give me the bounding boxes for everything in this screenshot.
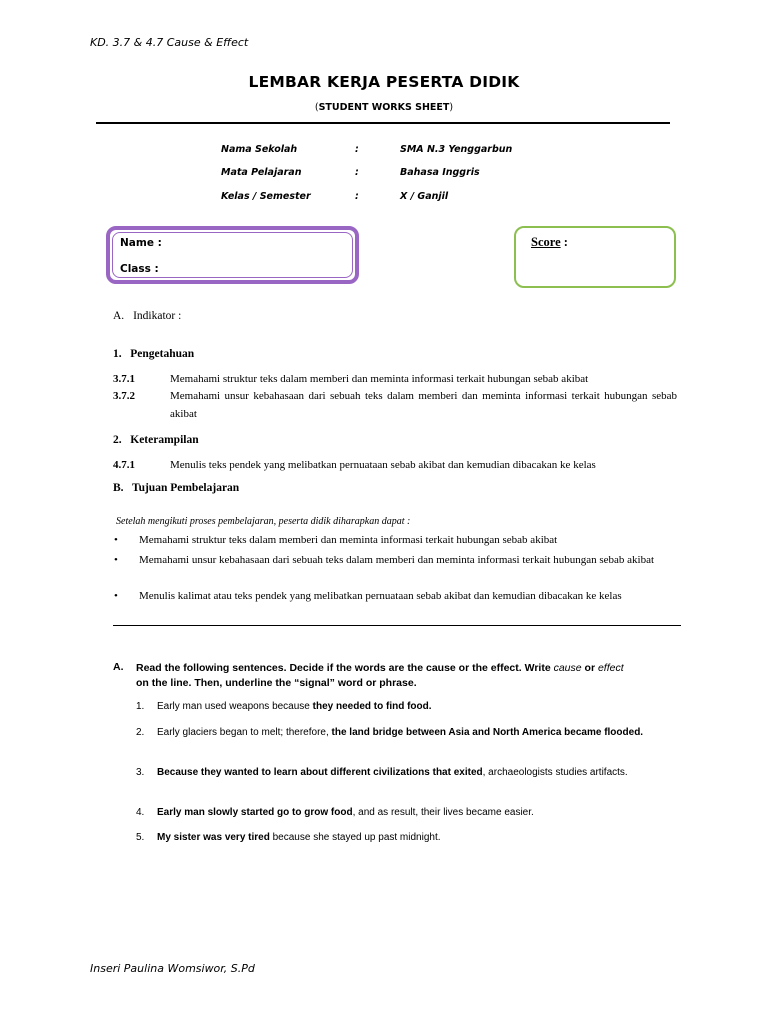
instruction-part-1: Read the following sentences. Decide if the words are the cause or the effect. Write [136, 662, 554, 674]
section-divider [113, 625, 681, 626]
item-bold-text: My sister was very tired [157, 832, 270, 843]
tujuan-bullet: Menulis kalimat atau teks pendek yang melibatkan pernuataan sebab akibat dan kemudian dibacakan ke kelas [139, 590, 622, 602]
instruction-or: or [581, 662, 598, 674]
item-bold-text: Early man slowly started go to grow food [157, 807, 353, 818]
class-field-label: Class : [120, 263, 159, 275]
exercise-instruction [136, 661, 681, 691]
student-info-box [106, 226, 359, 284]
item-number: 3. [136, 767, 145, 778]
info-value: X / Ganjil [400, 191, 449, 202]
bullet-marker: • [114, 534, 118, 546]
document-title: LEMBAR KERJA PESERTA DIDIK [248, 73, 520, 91]
bullet-marker: • [114, 590, 118, 602]
pengetahuan-heading: 1. Pengetahuan [113, 348, 195, 360]
indicator-code: 4.7.1 [113, 459, 135, 471]
item-number: 5. [136, 832, 145, 843]
item-plain-text: Early glaciers began to melt; therefore, [157, 727, 332, 738]
indicator-text: Memahami struktur teks dalam memberi dan meminta informasi terkait hubungan sebab akibat [170, 373, 589, 385]
indikator-heading [113, 310, 181, 322]
info-colon: : [355, 144, 359, 155]
info-label: Mata Pelajaran [221, 167, 302, 178]
instruction-part-2: on the line. Then, underline the “signal” word or phrase. [136, 677, 417, 689]
instruction-word-effect: effect [597, 662, 624, 674]
item-bold-text: Because they wanted to learn about different civilizations that exited [157, 767, 483, 778]
info-label: Nama Sekolah [221, 144, 298, 155]
item-number: 1. [136, 701, 145, 712]
item-bold-text: they needed to find food. [312, 701, 432, 712]
subtitle-text: STUDENT WORKS SHEET [318, 102, 450, 113]
indicator-text: Menulis teks pendek yang melibatkan pernuataan sebab akibat dan kemudian dibacakan ke kelas [170, 459, 596, 471]
item-trailing-text: because she stayed up past midnight. [269, 832, 441, 843]
header-code: KD. 3.7 & 4.7 Cause & Effect [90, 36, 249, 49]
item-number: 2. [136, 727, 145, 738]
indicator-code: 3.7.2 [113, 390, 135, 402]
score-label [531, 235, 568, 250]
score-word: Score [531, 235, 561, 249]
tujuan-bullet: Memahami unsur kebahasaan dari sebuah teks dalam memberi dan meminta informasi terkait hubungan sebab akibat [139, 554, 655, 566]
info-value: Bahasa Inggris [400, 167, 480, 178]
indikator-marker: A. [113, 310, 125, 322]
subtitle-close-paren: ) [449, 102, 454, 113]
info-label: Kelas / Semester [221, 191, 311, 202]
subtitle-open-paren: ( [314, 102, 319, 113]
title-divider [96, 122, 670, 124]
tujuan-heading: B. Tujuan Pembelajaran [113, 482, 240, 494]
indicator-code: 3.7.1 [113, 373, 135, 385]
exercise-marker: A. [113, 661, 124, 673]
item-number: 4. [136, 807, 145, 818]
document-subtitle [0, 102, 768, 113]
info-colon: : [355, 191, 359, 202]
item-trailing-text: , archaeologists studies artifacts. [482, 767, 628, 778]
tujuan-intro: Setelah mengikuti proses pembelajaran, peserta didik diharapkan dapat : [116, 516, 411, 527]
item-bold-text: the land bridge between Asia and North America became flooded. [331, 727, 644, 738]
bullet-marker: • [114, 554, 118, 566]
indicator-text: Memahami unsur kebahasaan dari sebuah teks dalam memberi dan meminta informasi terkait hubungan sebab akibat [170, 390, 677, 420]
keterampilan-heading: 2. Keterampilan [113, 434, 199, 446]
score-colon: : [560, 235, 568, 249]
footer-author: Inseri Paulina Womsiwor, S.Pd [90, 962, 255, 975]
info-value: SMA N.3 Yenggarbun [400, 144, 513, 155]
indikator-label: Indikator : [133, 310, 182, 322]
instruction-word-cause: cause [553, 662, 582, 674]
name-field-label: Name : [120, 237, 162, 249]
info-colon: : [355, 167, 359, 178]
item-trailing-text: , and as result, their lives became easier. [352, 807, 534, 818]
item-plain-text: Early man used weapons because [157, 701, 313, 712]
score-box [514, 226, 676, 288]
tujuan-bullet: Memahami struktur teks dalam memberi dan meminta informasi terkait hubungan sebab akibat [139, 534, 558, 546]
